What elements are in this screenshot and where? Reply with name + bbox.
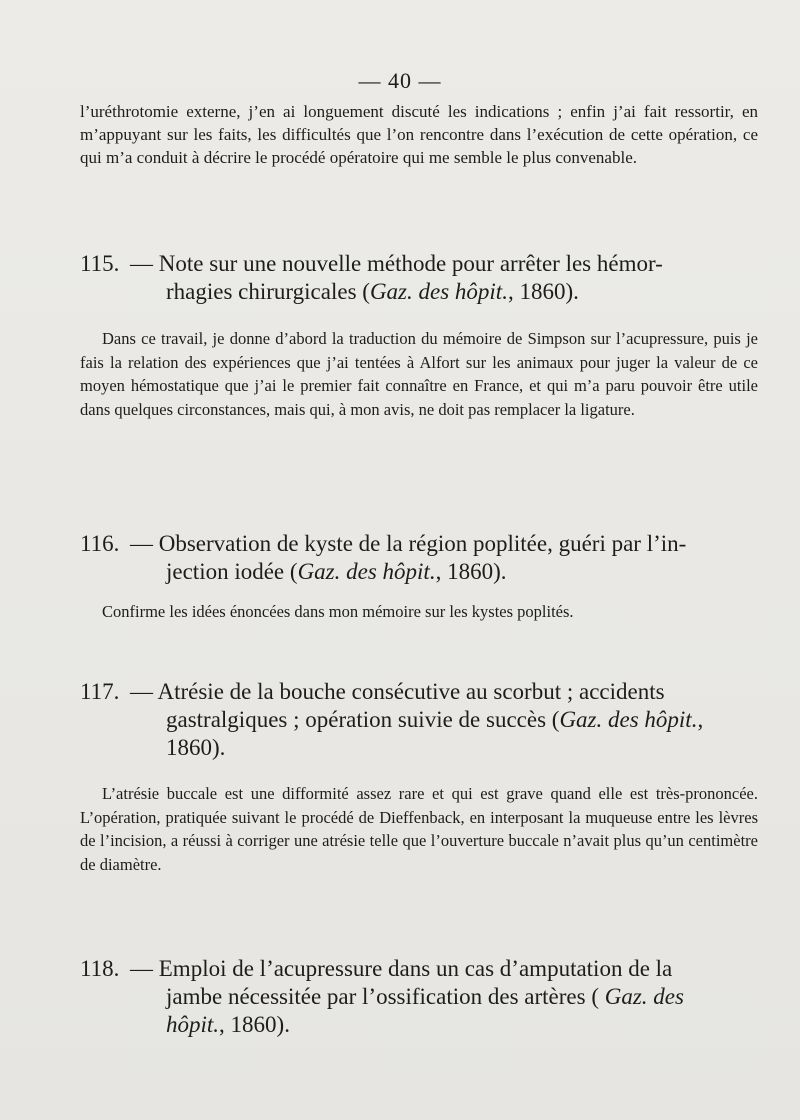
entry-year: , 1860). [435, 559, 507, 584]
page-number: — 40 — [358, 68, 442, 93]
entry-title-end: , [697, 707, 704, 732]
entry-title-line: rhagies chirurgicales ( [166, 279, 370, 304]
entry-body-text: Confirme les idées énoncées dans mon mémoire sur les kystes poplités. [102, 602, 574, 621]
intro-paragraph: l’uréthrotomie externe, j’en ai longuement discuté les indications ; enfin j’ai fait ressortir, en m’appuyant sur les faits, les difficultés que l’on rencontre dans l’exécution de cette opération, ce qui m’a conduit à décrire le procédé opératoire qui me semble le plus convenable. [80, 102, 758, 167]
entry-115-title [80, 250, 760, 306]
entry-117-body [80, 782, 758, 876]
entry-title-line: — Emploi de l’acupressure dans un cas d’amputation de la [130, 956, 673, 981]
journal-name: Gaz. des hôpit. [369, 279, 508, 304]
entry-title-line: gastralgiques ; opération suivie de succès ( [166, 707, 560, 732]
entry-year: , 1860). [219, 1012, 290, 1037]
entry-year: , 1860). [507, 279, 579, 304]
journal-name: hôpit. [166, 1012, 220, 1037]
entry-title-line: jambe nécessitée par l’ossification des artères ( [166, 984, 605, 1009]
journal-name: Gaz. des hôpit. [559, 707, 698, 732]
journal-name: Gaz. des hôpit. [297, 559, 436, 584]
entry-117-title [80, 678, 760, 762]
entry-year: 1860). [166, 735, 226, 760]
entry-body-text: L’atrésie buccale est une difformité assez rare et qui est grave quand elle est très-prononcée. L’opération, pratiquée suivant le procédé de Dieffenback, en interposant la muqueuse entre les lèvres de l’incision, a réussi à corriger une atrésie telle que l’ouverture buccale n’avait plus qu’un centimètre de diamètre. [80, 784, 758, 874]
entry-115-body [80, 327, 758, 421]
entry-body-text: Dans ce travail, je donne d’abord la traduction du mémoire de Simpson sur l’acupressure, puis je fais la relation des expériences que j’ai tentées à Alfort sur les animaux pour juger la valeur de ce moyen hémostatique que j’ai le premier fait connaître en France, et qui m’a paru pouvoir être utile dans quelques circonstances, mais qui, à mon avis, ne doit pas remplacer la ligature. [80, 329, 758, 419]
entry-number: 115. [80, 251, 120, 276]
entry-118-title [80, 955, 760, 1039]
entry-title-line: — Observation de kyste de la région poplitée, guéri par l’in- [130, 531, 687, 556]
entry-116-title [80, 530, 760, 586]
entry-title-line: jection iodée ( [166, 559, 298, 584]
entry-number: 116. [80, 531, 120, 556]
entry-116-body [80, 600, 758, 624]
entry-title-line: — Atrésie de la bouche consécutive au scorbut ; accidents [130, 679, 665, 704]
entry-number: 117. [80, 679, 120, 704]
entry-number: 118. [80, 956, 120, 981]
entry-title-line: — Note sur une nouvelle méthode pour arrêter les hémor- [130, 251, 663, 276]
journal-name: Gaz. des [604, 984, 684, 1009]
